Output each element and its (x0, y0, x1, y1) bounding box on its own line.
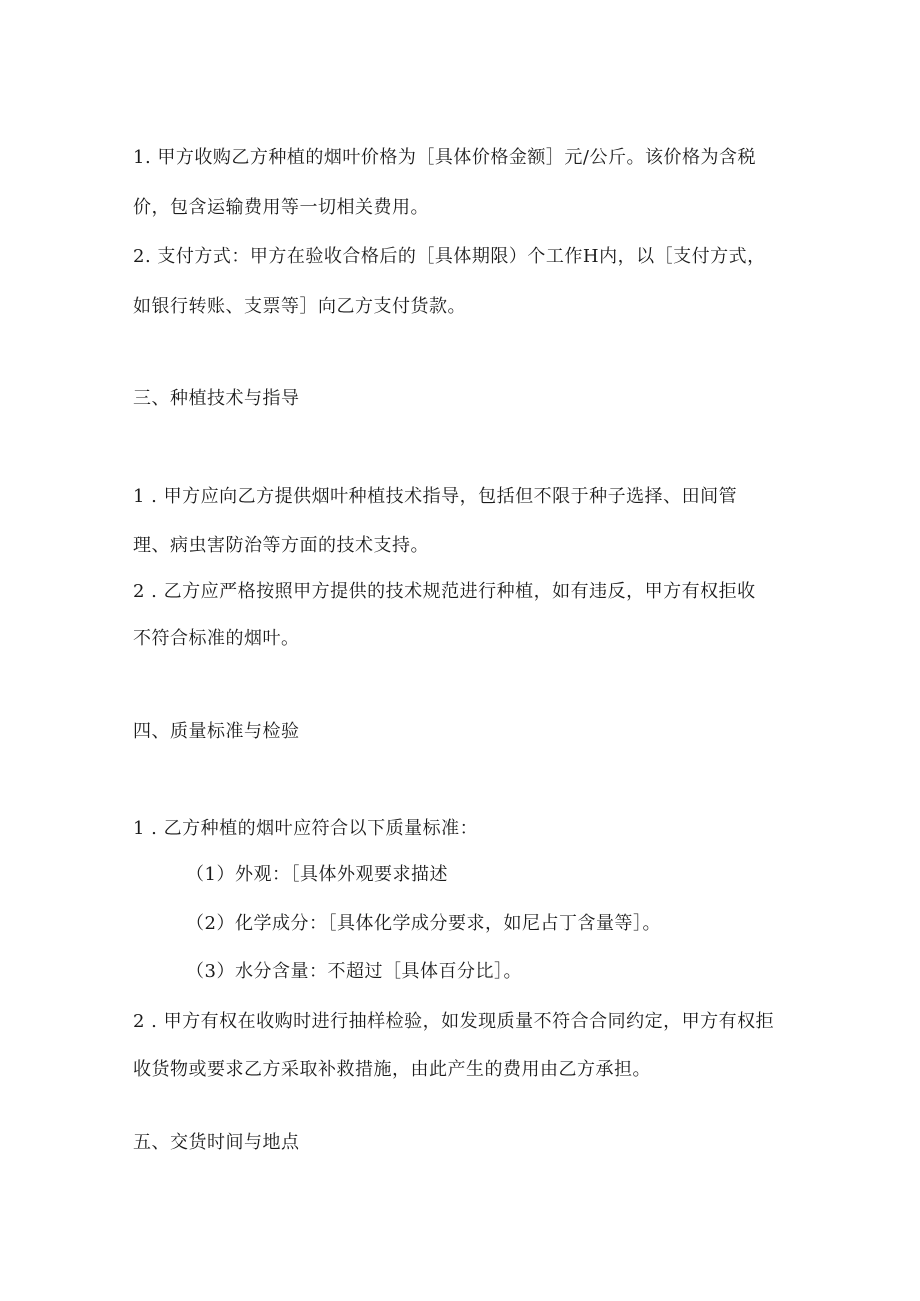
section-four-heading: 四、质量标准与检验 (133, 721, 300, 742)
tech-guidance-line-2: 理、病虫害防治等方面的技术支持。 (133, 535, 429, 556)
payment-clause-line-2: 如银行转账、支票等］向乙方支付货款。 (133, 296, 466, 317)
quality-standard-line: 1 . 乙方种植的烟叶应符合以下质量标准： (133, 818, 479, 839)
payment-clause-line-1: 2. 支付方式：甲方在验收合格后的［具体期限）个工作H内，以［支付方式， (133, 246, 766, 267)
quality-appearance: （1）外观：［具体外观要求描述 (186, 864, 448, 885)
quality-moisture: （3）水分含量：不超过［具体百分比］。 (186, 961, 522, 982)
section-five-heading: 五、交货时间与地点 (133, 1132, 300, 1153)
quality-chemistry: （2）化学成分：［具体化学成分要求，如尼占丁含量等］。 (186, 913, 661, 934)
price-clause-line-1: 1. 甲方收购乙方种植的烟叶价格为［具体价格金额］元/公斤。该价格为含税 (133, 147, 756, 168)
inspection-line-2: 收货物或要求乙方采取补救措施，由此产生的费用由乙方承担。 (133, 1059, 651, 1080)
tech-guidance-line-1: 1 . 甲方应向乙方提供烟叶种植技术指导，包括但不限于种子选择、田间管 (133, 486, 738, 507)
tech-compliance-line-2: 不符合标准的烟叶。 (133, 628, 300, 649)
inspection-line-1: 2 . 甲方有权在收购时进行抽样检验，如发现质量不符合合同约定，甲方有权拒 (133, 1011, 775, 1032)
section-three-heading: 三、种植技术与指导 (133, 388, 300, 409)
tech-compliance-line-1: 2 . 乙方应严格按照甲方提供的技术规范进行种植，如有违反，甲方有权拒收 (133, 581, 756, 602)
price-clause-line-2: 价，包含运输费用等一切相关费用。 (133, 197, 429, 218)
